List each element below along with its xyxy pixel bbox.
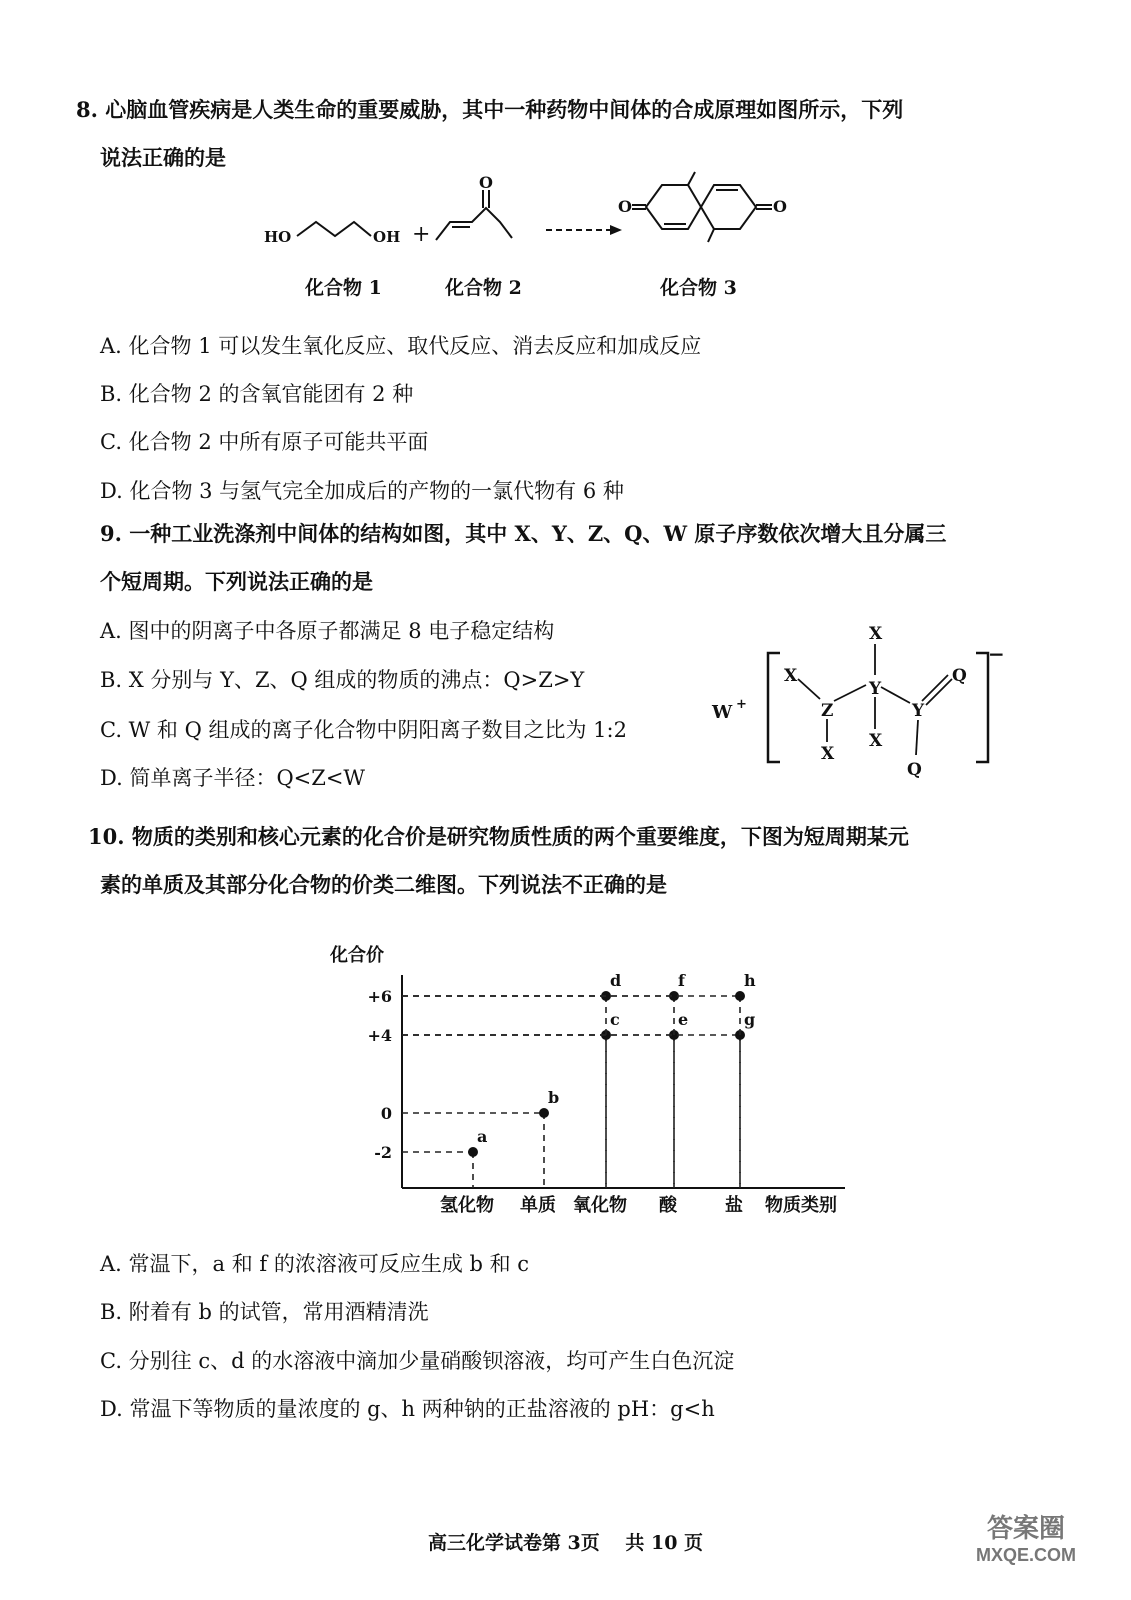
label-compound1: 化合物 1 — [305, 277, 382, 299]
label-compound2: 化合物 2 — [445, 277, 522, 299]
q9-structure-figure — [700, 615, 1010, 785]
point-label-g: g — [744, 1010, 756, 1029]
point-label-f: f — [678, 971, 685, 990]
bracket-left — [768, 653, 780, 762]
atom-x-y-bottom: X — [869, 731, 883, 751]
atom-q-bottom: Q — [907, 760, 922, 780]
atom-x-top: X — [869, 624, 883, 644]
point-label-b: b — [548, 1088, 560, 1107]
q8-stem-line1: 8. 心脑血管疾病是人类生命的重要威胁，其中一种药物中间体的合成原理如图所示，下列 — [76, 97, 904, 122]
cation-plus: + — [736, 697, 747, 712]
x-tick-label: 氧化物 — [573, 1195, 627, 1216]
point-a — [468, 1147, 478, 1157]
q9-stem-line2: 个短周期。下列说法正确的是 — [100, 569, 373, 594]
compound3-ring-left — [646, 185, 701, 229]
y-tick-label: -2 — [374, 1143, 392, 1162]
compound3-o-left: O — [618, 197, 632, 216]
anion-charge: − — [988, 642, 1005, 666]
watermark-top: 答案圈 — [986, 1513, 1065, 1543]
compound2-o: O — [479, 173, 493, 192]
page-footer: 高三化学试卷第 3页 共 10 页 — [427, 1532, 704, 1554]
atom-x-left: X — [784, 666, 798, 686]
atom-z: Z — [821, 701, 834, 721]
q8-option-d: D. 化合物 3 与氢气完全加成后的产物的一氯代物有 6 种 — [100, 479, 624, 503]
q10-option-b: B. 附着有 b 的试管，常用酒精清洗 — [100, 1300, 429, 1324]
valence-category-chart — [310, 935, 870, 1225]
q10-stem-line1: 10. 物质的类别和核心元素的化合价是研究物质性质的两个重要维度，下图为短周期某元 — [88, 824, 909, 849]
x-tick-label: 酸 — [659, 1195, 677, 1216]
cation-w: W — [712, 702, 733, 723]
atom-y-right: Y — [912, 701, 925, 721]
q10-option-d: D. 常温下等物质的量浓度的 g、h 两种钠的正盐溶液的 pH：g<h — [100, 1397, 715, 1421]
point-h — [735, 991, 745, 1001]
compound1-ho: HO — [264, 228, 292, 246]
point-label-a: a — [477, 1127, 488, 1146]
atom-x-z-bottom: X — [821, 744, 835, 764]
point-label-c: c — [610, 1010, 620, 1029]
q8-option-a: A. 化合物 1 可以发生氧化反应、取代反应、消去反应和加成反应 — [100, 334, 702, 358]
y-tick-label: 0 — [380, 1104, 392, 1123]
q10-option-a: A. 常温下，a 和 f 的浓溶液可反应生成 b 和 c — [100, 1252, 530, 1276]
chart-x-label: 物质类别 — [765, 1195, 837, 1216]
q10-option-c: C. 分别往 c、d 的水溶液中滴加少量硝酸钡溶液，均可产生白色沉淀 — [100, 1349, 735, 1373]
q8-stem-line2: 说法正确的是 — [100, 145, 226, 170]
x-tick-label: 单质 — [520, 1195, 556, 1216]
q9-stem-line1: 9. 一种工业洗涤剂中间体的结构如图，其中 X、Y、Z、Q、W 原子序数依次增大且分属三 — [100, 521, 947, 546]
x-tick-label: 氢化物 — [440, 1195, 494, 1216]
chart-y-label: 化合价 — [330, 945, 384, 966]
q9-option-d: D. 简单离子半径：Q<Z<W — [100, 766, 366, 790]
q8-reaction-figure — [250, 170, 830, 310]
q9-option-b: B. X 分别与 Y、Z、Q 组成的物质的沸点：Q>Z>Y — [100, 668, 585, 692]
y-tick-label: +4 — [367, 1026, 392, 1045]
point-label-h: h — [744, 971, 756, 990]
point-b — [539, 1108, 549, 1118]
q9-option-c: C. W 和 Q 组成的离子化合物中阴阳离子数目之比为 1:2 — [100, 718, 627, 742]
y-tick-label: +6 — [367, 987, 392, 1006]
q8-option-b: B. 化合物 2 的含氧官能团有 2 种 — [100, 382, 414, 406]
compound3-o-right: O — [773, 197, 787, 216]
x-tick-label: 盐 — [725, 1195, 743, 1216]
point-label-d: d — [610, 971, 622, 990]
atom-y-center: Y — [869, 679, 882, 699]
watermark-bottom: MXQE.COM — [975, 1545, 1076, 1565]
reaction-plus: + — [412, 222, 431, 247]
compound3-ring-right — [701, 185, 756, 229]
q9-option-a: A. 图中的阴离子中各原子都满足 8 电子稳定结构 — [100, 619, 555, 643]
bracket-right — [976, 653, 988, 762]
compound2-skeleton — [436, 208, 512, 240]
atom-q-top: Q — [952, 666, 967, 686]
q8-option-c: C. 化合物 2 中所有原子可能共平面 — [100, 430, 429, 454]
point-label-e: e — [678, 1010, 689, 1029]
compound1-oh: OH — [373, 228, 401, 246]
compound1-chain — [297, 222, 371, 236]
label-compound3: 化合物 3 — [660, 277, 737, 299]
q10-stem-line2: 素的单质及其部分化合物的价类二维图。下列说法不正确的是 — [100, 872, 667, 897]
watermark — [951, 1508, 1101, 1578]
